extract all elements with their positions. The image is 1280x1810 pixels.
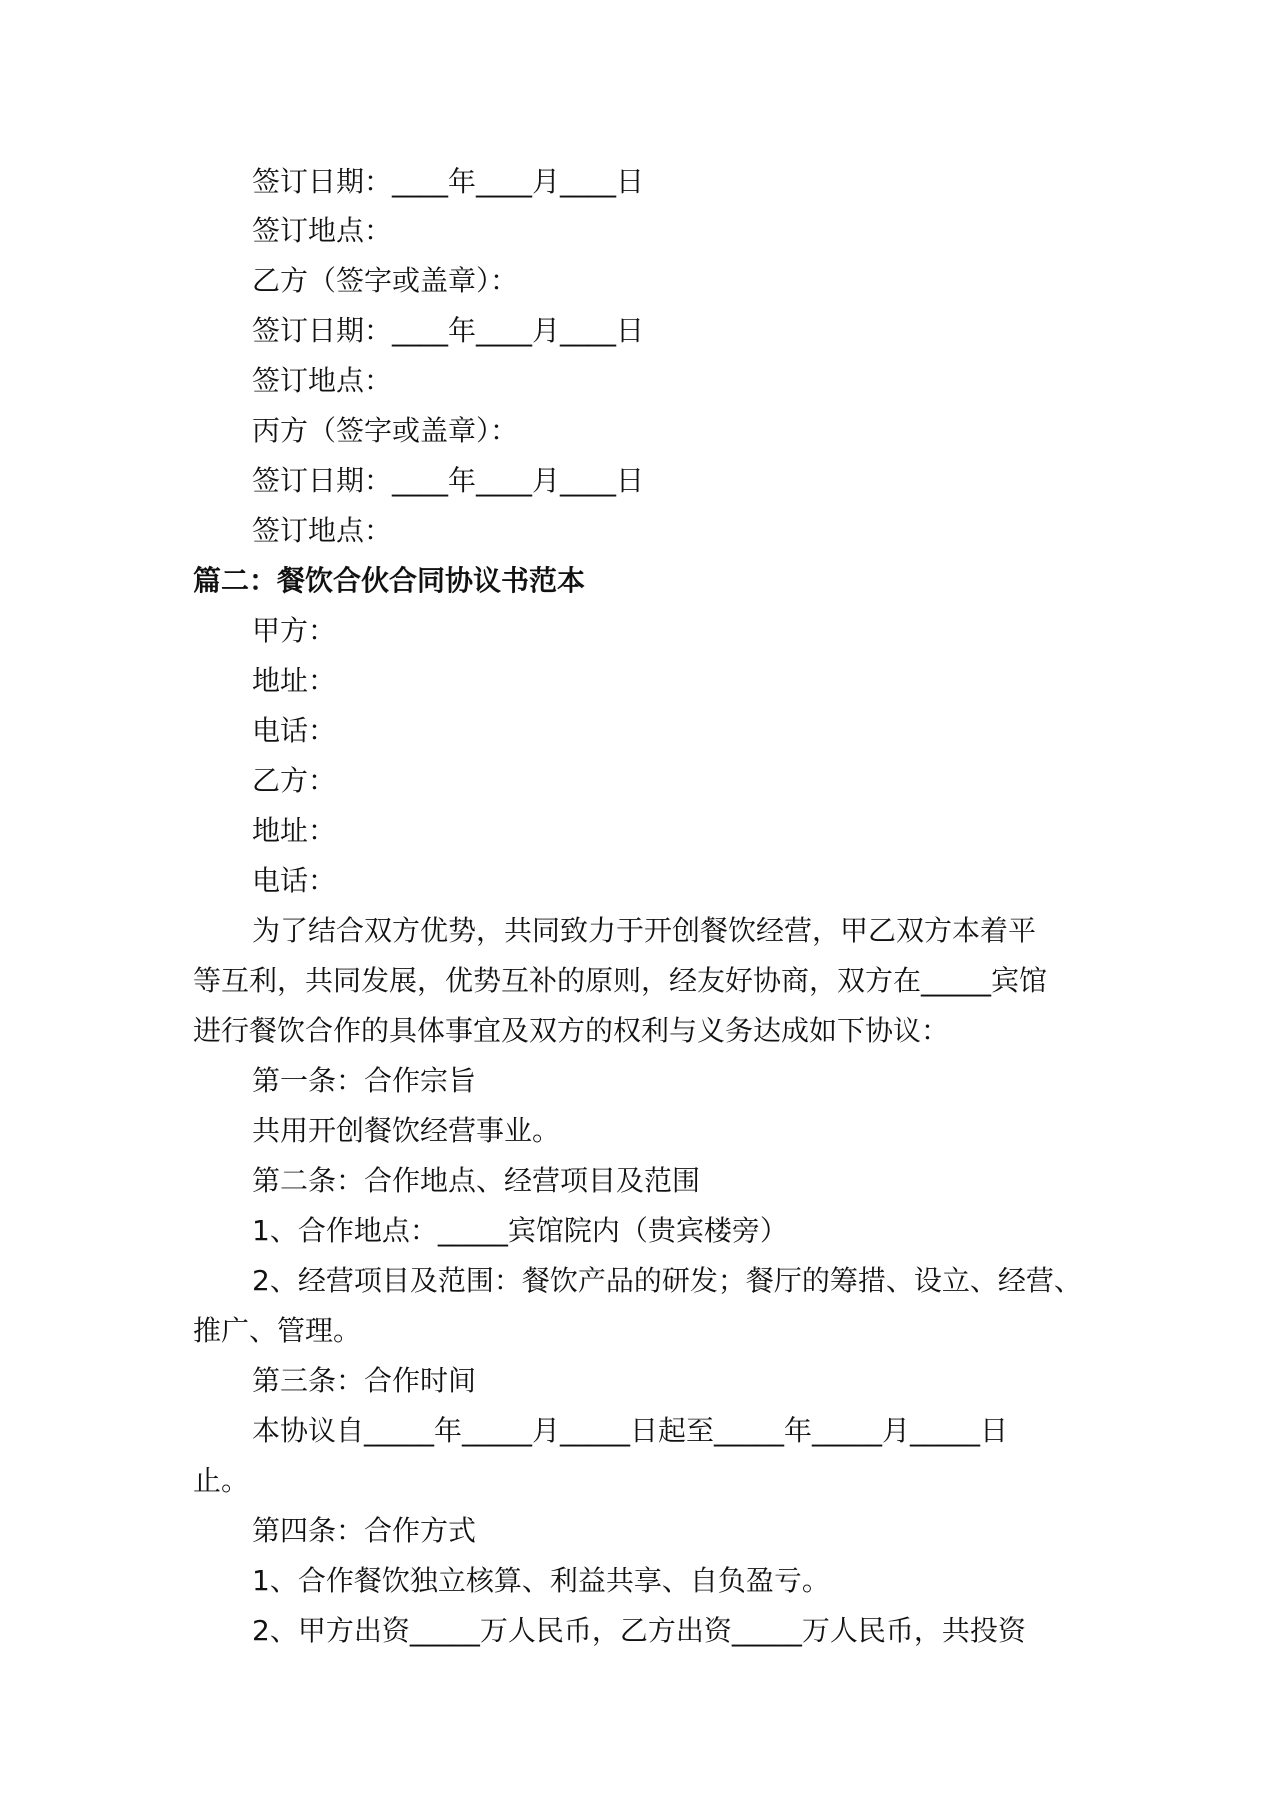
article-2-item-2-line-1: 2、经营项目及范围：餐饮产品的研发；餐厅的筹措、设立、经营、: [252, 1264, 1082, 1297]
article-4-item-2: 2、甲方出资_____万人民币，乙方出资_____万人民币，共投资: [252, 1614, 1026, 1647]
article-1-body: 共用开创餐饮经营事业。: [252, 1114, 561, 1147]
article-3-body-line-2: 止。: [193, 1464, 250, 1497]
party-a-address: 地址：: [252, 664, 337, 697]
party-b-address: 地址：: [252, 814, 337, 847]
party-b-signature: 乙方（签字或盖章）：: [252, 264, 519, 297]
preamble-line-3: 进行餐饮合作的具体事宜及双方的权利与义务达成如下协议：: [193, 1014, 950, 1047]
article-4-title: 第四条：合作方式: [252, 1514, 477, 1547]
section-title: 篇二：餐饮合伙合同协议书范本: [193, 564, 586, 597]
article-3-title: 第三条：合作时间: [252, 1364, 477, 1397]
article-2-title: 第二条：合作地点、经营项目及范围: [252, 1164, 701, 1197]
sign-date-a: 签订日期：____年____月____日: [252, 165, 645, 198]
sign-place-a: 签订地点：: [252, 214, 393, 247]
party-c-signature: 丙方（签字或盖章）：: [252, 414, 519, 447]
preamble-line-2: 等互利，共同发展，优势互补的原则，经友好协商，双方在_____宾馆: [193, 964, 1048, 997]
sign-place-c: 签订地点：: [252, 514, 393, 547]
article-2-item-2-line-2: 推广、管理。: [193, 1314, 362, 1347]
party-b-phone: 电话：: [252, 864, 337, 897]
article-4-item-1: 1、合作餐饮独立核算、利益共享、自负盈亏。: [252, 1564, 830, 1597]
sign-date-b: 签订日期：____年____月____日: [252, 314, 645, 347]
sign-date-c: 签订日期：____年____月____日: [252, 464, 645, 497]
article-2-item-1: 1、合作地点：_____宾馆院内（贵宾楼旁）: [252, 1214, 788, 1247]
article-1-title: 第一条：合作宗旨: [252, 1064, 477, 1097]
party-a-label: 甲方：: [252, 614, 337, 647]
preamble-line-1: 为了结合双方优势，共同致力于开创餐饮经营，甲乙双方本着平: [252, 914, 1037, 947]
party-a-phone: 电话：: [252, 714, 337, 747]
article-3-body-line-1: 本协议自_____年_____月_____日起至_____年_____月_____日: [252, 1414, 1009, 1447]
sign-place-b: 签订地点：: [252, 364, 393, 397]
party-b-label: 乙方：: [252, 764, 337, 797]
